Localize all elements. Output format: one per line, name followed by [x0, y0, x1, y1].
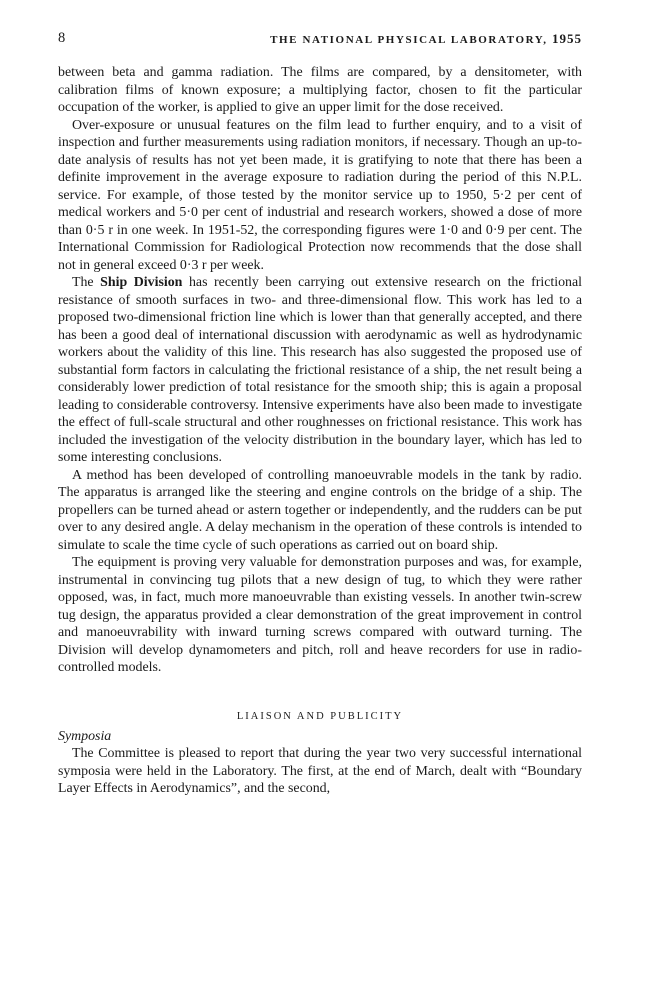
running-head-year: 1955: [552, 31, 582, 46]
paragraph-radio-control: A method has been developed of controlling manoeuvrable models in the tank by radio. The apparatus is arranged like the steering and engine controls on the bridge of a ship. The propellers can be turned ahead or astern together or independently, and the rudders can be put over to any desired angle. A delay mechanism in the operation of these controls is intended to simulate to scale the time cycle of such operations as carried out on board ship.: [58, 467, 582, 553]
page-number: 8: [58, 30, 66, 46]
subsection-heading: Symposia: [58, 728, 112, 744]
ship-division-intro: The: [72, 275, 101, 290]
paragraph-radiation-films: between beta and gamma radiation. The films are compared, by a densitometer, with calibration films of known exposure; a multiplying factor, chosen to fit the particular occupation of the worker, is applied to give an upper limit for the dose received.: [58, 65, 582, 115]
paragraph-symposia: The Committee is pleased to report that during the year two very successful international symposia were held in the Laboratory. The first, at the end of March, dealt with “Boundary Layer Effects in Aerodynamics”, and the second,: [58, 746, 582, 796]
running-head-title-text: THE NATIONAL PHYSICAL LABORATORY,: [270, 34, 548, 46]
paragraph-ship-division: [58, 274, 582, 467]
body-text: [58, 64, 582, 798]
paragraph-demonstration: The equipment is proving very valuable for demonstration purposes and was, for example, instrumental in convincing tug pilots that a new design of tug, to which they were rather opposed, was, in fact, much more manoeuvrable than existing vessels. In another twin-screw tug design, the apparatus provided a clear demonstration of the great improvement in control and manoeuvrability with inward turning screws compared with outward turning. The Division will develop dynamometers and pitch, roll and heave recorders for use in radio-controlled models.: [58, 555, 582, 675]
running-head: [58, 30, 582, 50]
paragraph-over-exposure: Over-exposure or unusual features on the film lead to further enquiry, and to a visit of inspection and further measurements using radiation monitors, if necessary. Though an up-to-date analysis of results has not yet been made, it is gratifying to note that there has been a definite improvement in the average exposure to radiation during the period of this N.P.L. service. For example, of those tested by the monitor service up to 1950, 5·2 per cent of medical workers and 5·0 per cent of industrial and research workers, showed a dose of more than 0·5 r in one week. In 1951-52, the corresponding figures were 1·0 and 0·9 per cent. The International Commission for Radiological Protection now recommends that the dose shall not in general exceed 0·3 r per week.: [58, 117, 582, 273]
section-heading: LIAISON AND PUBLICITY: [236, 710, 404, 722]
running-head-title: [270, 31, 582, 47]
ship-division-term: Ship Division: [100, 275, 183, 290]
ship-division-text: has recently been carrying out extensive research on the frictional resistance of smooth surfaces in two- and three-dimensional flow. This work has led to a proposed two-dimensional friction line which is lower than that generally accepted, and there has been a good deal of international discussion with aerodynamic as well as hydrodynamic workers about the validity of this line. This research has also suggested the proposed use of substantial form factors in calculating the frictional resistance of a ship, the net result being a considerably lower prediction of total resistance for the smooth ship; this is again a proposal leading to considerable controversy. Intensive experiments have also been made to investigate the effect of full-scale structural and other roughnesses on frictional resistance. This work has included the investigation of the velocity distribution in the boundary layer, which has led to some interesting conclusions.: [58, 275, 583, 465]
